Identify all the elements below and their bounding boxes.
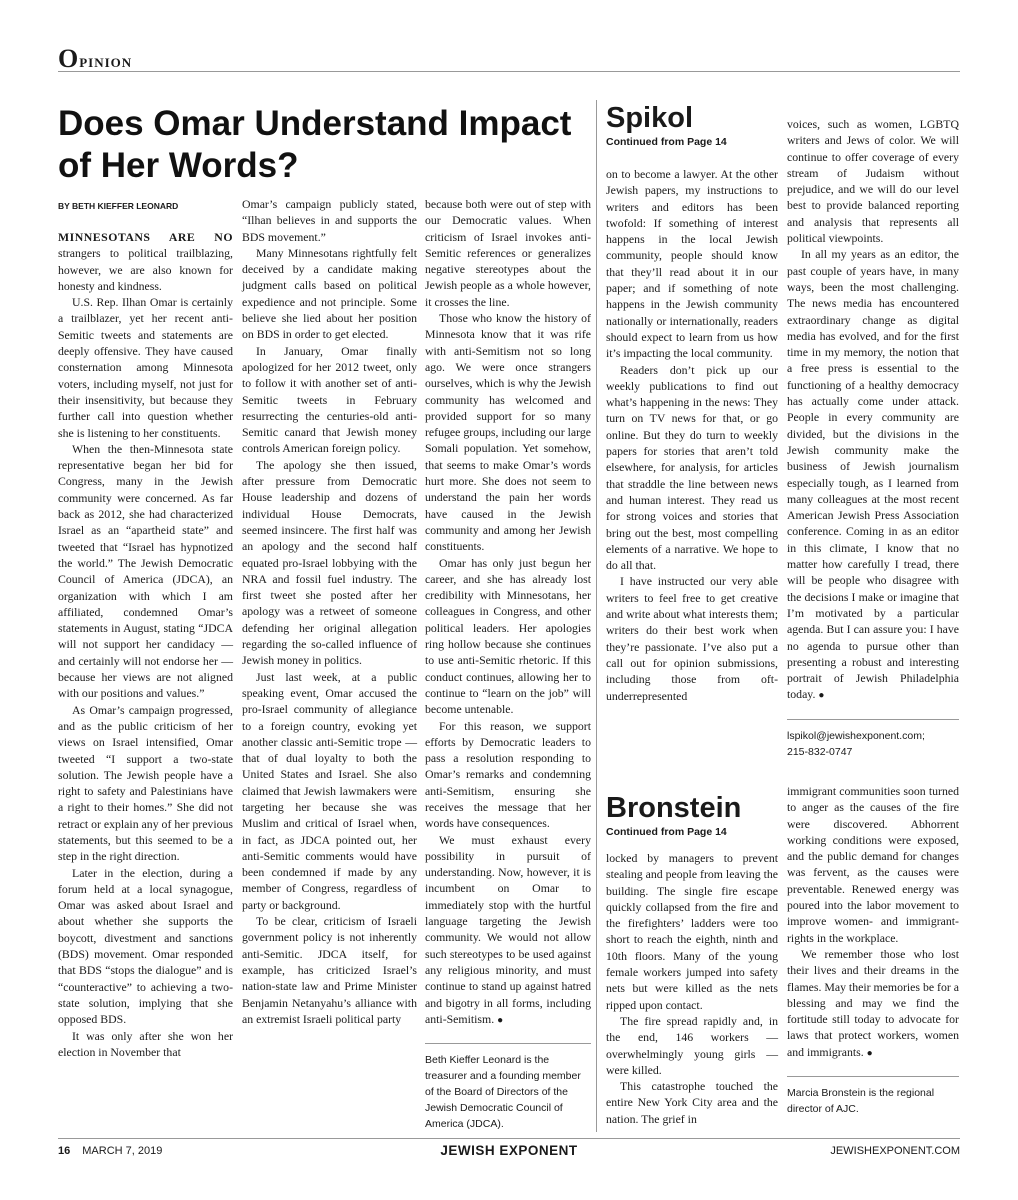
bronstein-column-2 — [787, 783, 959, 1117]
article-column-3 — [425, 196, 591, 1132]
article-paragraph: As Omar’s campaign progressed, and as the public criticism of her views on Israel intensified, Omar tweeted “I support a two-state solution. The Jewish people have a right to safety and Palestinians have a right to their homes.” She did not retract or explain any of her previous statements, but this seemed to be a step in the right direction. — [58, 702, 233, 864]
column-divider — [596, 100, 597, 1132]
article-headline: Does Omar Understand Impact of Her Words? — [58, 104, 572, 185]
article-paragraph: Omar has only just begun her career, and she has already lost credibility with Minnesotans, her colleagues in Congress, and other political leaders. Her apologies ring hollow because she continues to use anti-Semitic rhetoric. If this conduct continues, allowing her to continue to “learn on the job” will become untenable. — [425, 555, 591, 717]
bio-divider — [425, 1043, 591, 1044]
article-paragraph: Those who know the history of Minnesota know that it was rife with anti-Semitism not so long ago. We were once strangers ourselves, which is why the Jewish community has welcomed and provided support for so many refugee groups, including our large Somali population. Yet somehow, that seems to make Omar’s words hurt more. She does not seem to understand the pain her words have caused in the Jewish community and among her Jewish constituents. — [425, 311, 591, 554]
footer-divider — [58, 1138, 960, 1139]
article-byline: BY BETH KIEFFER LEONARD — [58, 201, 179, 211]
bronstein-column-1 — [606, 850, 778, 1127]
issue-date: MARCH 7, 2019 — [82, 1145, 163, 1157]
article-paragraph: Many Minnesotans rightfully felt deceived by a candidate making judgment calls based on political expedience and not principle. Some believe she lied about her position on BDS in order to get elected. — [242, 245, 417, 342]
author-bio: Marcia Bronstein is the regional director of AJC. — [787, 1087, 935, 1116]
author-bio: Beth Kieffer Leonard is the treasurer and a founding member of the Board of Directors of the Jewish Democratic Council of America (JDCA). — [425, 1054, 581, 1131]
end-mark-icon: ● — [497, 1014, 504, 1026]
spikol-column-2 — [787, 116, 959, 760]
bronstein-title: Bronstein — [606, 792, 742, 824]
article-paragraph: In January, Omar finally apologized for her 2012 tweet, only to follow it with another set of anti-Semitic tweets in February resurrecting the centuries-old anti-Semitic canard that Jewish money controls American foreign policy. — [242, 343, 417, 456]
contact-divider — [787, 719, 959, 720]
spikol-continued: Continued from Page 14 — [606, 136, 727, 148]
article-paragraph: The fire spread rapidly and, in the end, 146 workers — overwhelmingly young girls — were killed. — [606, 1013, 778, 1077]
contact-phone: 215-832-0747 — [787, 745, 853, 758]
article-paragraph: In all my years as an editor, the past couple of years have, in many ways, been the most challenging. The news media has encountered extraordinary change as digital media has evolved, and for the first time in my memory, the notion that a free press is essential to the functioning of a healthy democracy has actually come under attack. People in every community are divided, but the divisions in the Jewish community make the business of Jewish journalism especially tough, as I learned from many colleagues at the most recent American Jewish Press Association conference. Coming in as an editor in this climate, I know that no matter how carefully I tread, there will be people who disagree with the decisions I make or imagine that I’m motivated by a particular agenda. But I can assure you: I have no agenda to pursue other than presenting a robust and interesting portrait of Jewish Philadelphia today. ● — [787, 247, 959, 702]
spikol-title: Spikol — [606, 102, 694, 134]
page-number: 16 — [58, 1145, 71, 1157]
bronstein-continued: Continued from Page 14 — [606, 826, 727, 838]
article-paragraph: We must exhaust every possibility in pursuit of understanding. Now, however, it is incumbent on Omar to immediately stop with the hurtful language targeting the Jewish community. We would not allow such stereotypes to be used against any religious minority, and must continue to stand up against hatred and bigotry in all forms, including anti-Semitism. ● — [425, 832, 591, 1026]
article-paragraph: locked by managers to prevent stealing and people from leaving the building. The single fire escape quickly collapsed from the fire and the firefighters’ ladders were too short to reach the eighth, ninth and 10th floors. Many of the young female workers jumped into safety nets but were killed as the nets ripped upon contact. — [606, 851, 778, 1012]
bio-divider — [787, 1076, 959, 1077]
section-title-rest: pinion — [79, 51, 133, 72]
top-divider — [58, 71, 960, 72]
lead-caps: MINNESOTANS ARE NO — [58, 230, 233, 244]
article-paragraph: When the then-Minnesota state representative began her bid for Congress, many in the Jewish community were concerned. As far back as 2012, she had characterized Israel as an “apartheid state” and tweeted that “Israel has hypnotized the world.” The Jewish Democratic Council of America (JDCA), an organization with which I am affiliated, condemned Omar’s statements in August, stating “JDCA will not support her candidacy — and certainly will not endorse her — because her views are not aligned with our positions and values.” — [58, 441, 233, 701]
article-paragraph: Readers don’t pick up our weekly publications to find out what’s happening in the news: They turn on TV news for that, or go online. But they do turn to weekly papers for stories that aren’t told elsewhere, for analysis, for articles that straddle the line between news and human interest. They read us for strong voices and stories that bring out the best, most compelling elements of a narrative. We hope to do all that. — [606, 362, 778, 573]
article-paragraph: For this reason, we support efforts by Democratic leaders to pass a resolution responding to Omar’s remarks and condemning anti-Semitism, ensuring she receives the message that her words have consequences. — [425, 718, 591, 831]
section-title — [58, 44, 132, 74]
section-title-initial: O — [58, 44, 80, 73]
article-paragraph: Later in the election, during a forum held at a local synagogue, Omar was asked about Israel and about whether she supports the boycott, divestment and sanctions (BDS) movement. Omar responded that BDS “stops the dialogue” and is “counteractive” to achieving a two-state solution, implying that she opposed BDS. — [58, 865, 233, 1027]
article-paragraph: To be clear, criticism of Israeli government policy is not inherently anti-Semitic. JDCA itself, for example, has criticized Israel’s nation-state law and Prime Minister Benjamin Netanyahu’s alliance with an extremist Israeli political party — [242, 914, 417, 1026]
website-url: JEWISHEXPONENT.COM — [830, 1145, 960, 1157]
spikol-column-1 — [606, 166, 778, 704]
article-paragraph: The apology she then issued, after pressure from Democratic House leadership and dozens of individual House Democrats, seemed insincere. The first half was an apology and the second half equated pro-Israel lobbying with the NRA and fossil fuel industry. The first tweet she posted after her apology was a retweet of someone defending her original allegation regarding the so-called influence of Jewish money in politics. — [242, 457, 417, 668]
article-paragraph: on to become a lawyer. At the other Jewish papers, my instructions to writers and editors has been twofold: If something of interest happens in the local Jewish community, people should know that they’ll read about it in our paper; and if something of note happens in the Jewish community nationally or internationally, readers should expect to learn from us how it’s impacting the local community. — [606, 167, 778, 361]
article-paragraph: voices, such as women, LGBTQ writers and Jews of color. We will continue to offer coverage of every stream of Judaism without prejudice, and we will do our level best to provide balanced reporting and analysis that represents all political viewpoints. — [787, 117, 959, 246]
article-paragraph: because both were out of step with our Democratic values. When criticism of Israel invokes anti-Semitic references or generalizes negative stereotypes about the Jewish people as a whole however, it crosses the line. — [425, 197, 591, 309]
article-paragraph: Just last week, at a public speaking event, Omar accused the pro-Israel community of allegiance to a foreign country, evoking yet another classic anti-Semitic trope — that of dual loyalty to both the United States and Israel. She also claimed that Jewish lawmakers were targeting her because she was Muslim and critical of Israel when, in fact, as JDCA pointed out, her anti-Semitic comments would have been condemned if made by any member of Congress, regardless of party or background. — [242, 669, 417, 912]
article-paragraph: We remember those who lost their lives and their dreams in the flames. May their memories be for a blessing and may we find the fortitude still today to advocate for laws that protect workers, women and immigrants. ● — [787, 946, 959, 1059]
article-paragraph: immigrant communities soon turned to anger as the causes of the fire were discovered. Abhorrent working conditions were exposed, and the public demand for changes was fervent, as the causes were preventable. Renewed energy was poured into the labor movement to improve women- and immigrant-rights in the workplace. — [787, 784, 959, 945]
publication-name: JEWISH EXPONENT — [440, 1143, 578, 1158]
end-mark-icon: ● — [866, 1047, 873, 1059]
contact-email: lspikol@jewishexponent.com; — [787, 729, 925, 742]
article-paragraph: I have instructed our very able writers to feel free to get creative and write about what interests them; writers do their best work when they’re passionate. I’ve also put a call out for opinion submissions, including those from oft-underrepresented — [606, 574, 778, 703]
article-column-2 — [242, 196, 417, 1027]
article-paragraph: This catastrophe touched the entire New York City area and the nation. The grief in — [606, 1079, 778, 1126]
article-paragraph: U.S. Rep. Ilhan Omar is certainly a trailblazer, yet her recent anti-Semitic tweets and statements are deeply offensive. They have caused consternation among Minnesota voters, including myself, not just for their insensitivity, but because they further call into question whether she is listening to her constituents. — [58, 295, 233, 440]
spikol-contact — [787, 728, 959, 760]
article-paragraph: MINNESOTANS ARE NO strangers to political trailblazing, however, we are also known for honesty and kindness. — [58, 230, 233, 293]
end-mark-icon: ● — [818, 690, 825, 702]
article-paragraph: It was only after she won her election in November that — [58, 1028, 233, 1059]
article-paragraph: Omar’s campaign publicly stated, “Ilhan believes in and supports the BDS movement.” — [242, 197, 417, 244]
article-column-1 — [58, 229, 233, 1060]
